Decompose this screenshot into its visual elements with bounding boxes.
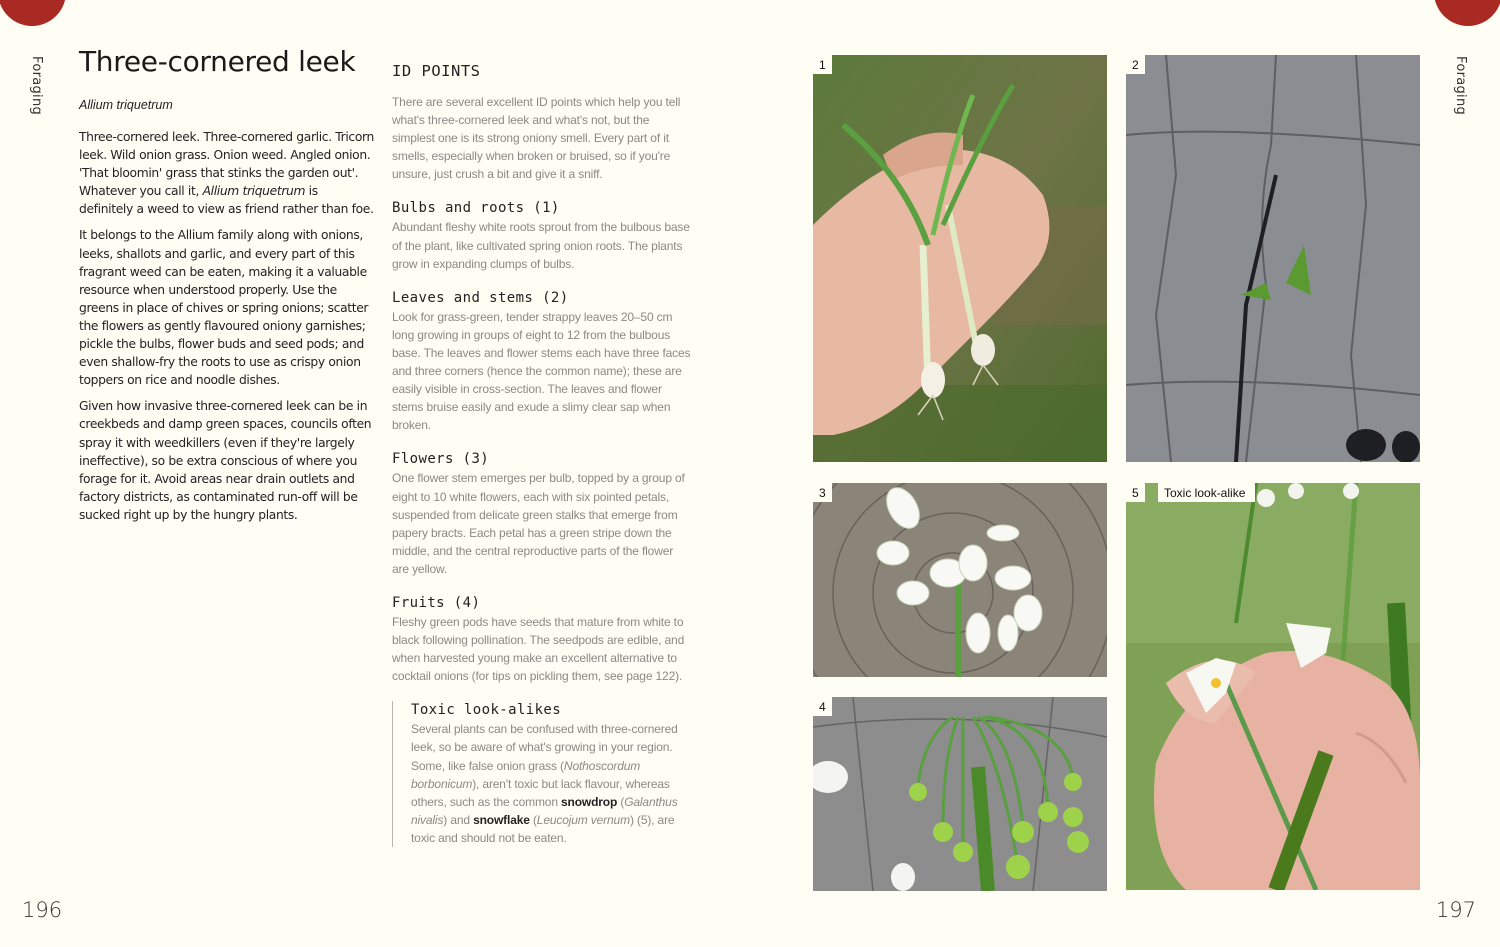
- white-flower-cluster-image: [813, 483, 1107, 677]
- toxic-lookalikes-callout: [392, 701, 692, 847]
- hand-holding-leek-image: [813, 55, 1107, 462]
- photo-bulbs-and-roots: [813, 55, 1107, 462]
- section-text-flowers: One flower stem emerges per bulb, topped by a group of eight to 10 white flowers, each with six pointed petals, suspended from delicate green stalks that emerge from papery bracts. Each petal has a green stripe down the middle, and the central reproductive parts of the flower are yellow.: [392, 471, 685, 576]
- photo-toxic-lookalike: [1126, 483, 1420, 890]
- photo-leaves-and-stems: [1126, 55, 1420, 462]
- photo-caption-toxic: Toxic look-alike: [1158, 483, 1255, 502]
- section-heading-fruits: Fruits (4): [392, 594, 481, 611]
- decorative-red-dot-left: [0, 0, 66, 26]
- article-column: [79, 44, 374, 524]
- page-number-right: 197: [1435, 898, 1476, 922]
- section-text-leaves: Look for grass-green, tender strappy leaves 20–50 cm long growing in groups of eight to 12 from the bulbous base. The leaves and flower stems each have three faces and three corners (hence the common name); these are easily visible in cross-section. The leaves and flower stems bruise easily and exude a slimy clear sap when broken.: [392, 309, 691, 433]
- photo-number-3: 3: [813, 483, 832, 502]
- photo-number-5: 5: [1126, 483, 1145, 502]
- page-number-left: 196: [22, 898, 63, 922]
- id-points-column: [392, 62, 692, 847]
- paragraph-caution: Given how invasive three-cornered leek can be in creekbeds and damp green spaces, councils often spray it with weedkillers (even if they're largely ineffective), so be extra conscious of where you forage for it. Avoid areas near drain outlets and factory districts, as contaminated run-off will be sucked right up by the hungry plants.: [79, 399, 372, 522]
- stump-cross-section-image: [1126, 55, 1420, 462]
- paragraph-uses: It belongs to the Allium family along with onions, leeks, shallots and garlic, and every part of this fragrant weed can be eaten, making it a valuable resource when understood properly. Use the greens in place of chives or spring onions; scatter the flowers as gently flavoured oniony garnishes; pickle the bulbs, flower buds and seed pods; and even shallow-fry the roots to use as crispy onion toppers on rice and noodle dishes.: [79, 228, 369, 388]
- snowflake-flower-image: [1126, 483, 1420, 890]
- page-title: Three-cornered leek: [79, 45, 356, 78]
- section-text-bulbs: Abundant fleshy white roots sprout from the bulbous base of the plant, like cultivated spring onion roots. The plants grow in expanding clumps of bulbs.: [392, 220, 690, 271]
- green-seedpods-image: [813, 697, 1107, 891]
- section-tab-right: Foraging: [1453, 56, 1468, 116]
- photo-number-4: 4: [813, 697, 832, 716]
- photo-flowers: [813, 483, 1107, 677]
- id-points-heading: ID POINTS: [392, 62, 481, 80]
- section-tab-left: Foraging: [29, 56, 44, 116]
- paragraph-intro: Three-cornered leek. Three-cornered garlic. Tricorn leek. Wild onion grass. Onion weed. Angled onion. 'That bloomin' grass that stinks the garden out'. Whatever you call it, Allium triquetrum is definitely a weed to view as friend rather than foe.: [79, 130, 374, 217]
- id-points-intro: There are several excellent ID points which help you tell what's three-cornered leek and what's not, but the simplest one is its strong oniony smell. Every part of it smells, especially when broken or bruised, so if you're unsure, just crush a bit and give it a sniff.: [392, 95, 681, 182]
- section-heading-leaves: Leaves and stems (2): [392, 289, 569, 306]
- photo-number-2: 2: [1126, 55, 1145, 74]
- toxic-heading: Toxic look-alikes: [411, 702, 562, 719]
- section-heading-bulbs: Bulbs and roots (1): [392, 200, 560, 217]
- section-text-fruits: Fleshy green pods have seeds that mature from white to black following pollination. The seedpods are edible, and when harvested young make an excellent alternative to cocktail onions (for tips on pickling them, see page 122).: [392, 614, 685, 684]
- photo-number-1: 1: [813, 55, 832, 74]
- photo-fruits: [813, 697, 1107, 891]
- decorative-red-dot-right: [1434, 0, 1500, 26]
- section-heading-flowers: Flowers (3): [392, 451, 490, 468]
- toxic-text: Several plants can be confused with three-cornered leek, so be aware of what's growing in your region. Some, like false onion grass (Nothoscordum borbonicum), aren't toxic but lack flavour, whereas others, such as the common snowdrop (Galanthus nivalis) and snowflake (Leucojum vernum) (5), are toxic and should not be eaten.: [411, 722, 678, 845]
- latin-name: Allium triquetrum: [79, 98, 173, 112]
